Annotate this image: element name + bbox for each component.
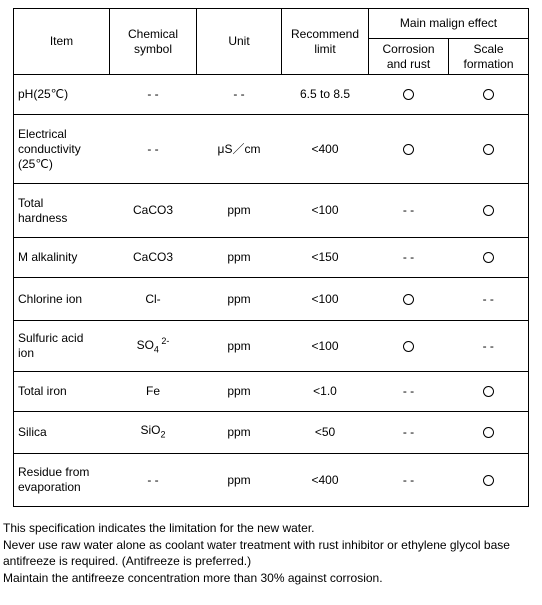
item-cell: pH(25℃) — [14, 75, 110, 115]
table-row — [14, 184, 529, 238]
limit-cell: <100 — [282, 321, 369, 372]
corrosion-cell: - - — [369, 184, 449, 238]
unit-cell: ppm — [197, 321, 282, 372]
limit-cell: <400 — [282, 115, 369, 184]
limit-cell: <400 — [282, 454, 369, 507]
table-row — [14, 75, 529, 115]
circle-icon — [483, 89, 494, 100]
scale-cell — [449, 115, 529, 184]
scale-cell: - - — [449, 321, 529, 372]
symbol-cell: SiO$_2$ — [110, 412, 197, 454]
table-row — [14, 278, 529, 321]
unit-cell: μS／cm — [197, 115, 282, 184]
circle-icon — [483, 252, 494, 263]
scale-cell: - - — [449, 278, 529, 321]
table-row — [14, 238, 529, 278]
corrosion-cell: - - — [369, 454, 449, 507]
circle-icon — [403, 294, 414, 305]
table-row — [14, 115, 529, 184]
scale-cell — [449, 412, 529, 454]
limit-cell: <100 — [282, 184, 369, 238]
limit-cell: <150 — [282, 238, 369, 278]
scale-cell — [449, 372, 529, 412]
unit-cell: ppm — [197, 238, 282, 278]
header-chemical-symbol: Chemical symbol — [110, 9, 197, 75]
circle-icon — [483, 386, 494, 397]
scale-cell — [449, 184, 529, 238]
note-line: This specification indicates the limitation for the new water. — [3, 521, 315, 535]
symbol-cell: CaCO3 — [110, 238, 197, 278]
circle-icon — [483, 205, 494, 216]
symbol-cell: - - — [110, 115, 197, 184]
item-cell: Residue from evaporation — [14, 454, 110, 507]
circle-icon — [483, 144, 494, 155]
symbol-cell: Cl- — [110, 278, 197, 321]
unit-cell: - - — [197, 75, 282, 115]
circle-icon — [403, 89, 414, 100]
unit-cell: ppm — [197, 372, 282, 412]
corrosion-cell: - - — [369, 372, 449, 412]
limit-cell: <1.0 — [282, 372, 369, 412]
limit-cell: <50 — [282, 412, 369, 454]
circle-icon — [403, 341, 414, 352]
table-row — [14, 412, 529, 454]
header-main-malign-effect: Main malign effect — [369, 9, 529, 39]
table-row — [14, 321, 529, 372]
water-quality-table — [13, 8, 529, 507]
header-unit: Unit — [197, 9, 282, 75]
scale-cell — [449, 75, 529, 115]
table-row — [14, 454, 529, 507]
header-item: Item — [14, 9, 110, 75]
item-cell: M alkalinity — [14, 238, 110, 278]
header-recommend-limit: Recommend limit — [282, 9, 369, 75]
symbol-cell: Fe — [110, 372, 197, 412]
item-cell: Total iron — [14, 372, 110, 412]
unit-cell: ppm — [197, 184, 282, 238]
symbol-cell: - - — [110, 75, 197, 115]
corrosion-cell — [369, 75, 449, 115]
corrosion-cell — [369, 115, 449, 184]
unit-cell: ppm — [197, 454, 282, 507]
symbol-cell: $SO_4$ $^{2-}$ — [110, 321, 197, 372]
item-cell: Total hardness — [14, 184, 110, 238]
limit-cell: <100 — [282, 278, 369, 321]
corrosion-cell — [369, 321, 449, 372]
item-cell: Sulfuric acid ion — [14, 321, 110, 372]
table-row — [14, 372, 529, 412]
scale-cell — [449, 454, 529, 507]
note-line: Never use raw water alone as coolant water treatment with rust inhibitor or ethylene glycol base antifreeze is required. (Antifreeze is preferred.) — [3, 537, 510, 568]
unit-cell: ppm — [197, 278, 282, 321]
item-cell: Silica — [14, 412, 110, 454]
limit-cell: 6.5 to 8.5 — [282, 75, 369, 115]
circle-icon — [403, 144, 414, 155]
note-line: Maintain the antifreeze concentration more than 30% against corrosion. — [3, 570, 383, 585]
header-corrosion: Corrosion and rust — [369, 39, 449, 75]
notes — [3, 520, 539, 586]
unit-cell: ppm — [197, 412, 282, 454]
item-cell: Chlorine ion — [14, 278, 110, 321]
symbol-cell: - - — [110, 454, 197, 507]
corrosion-cell: - - — [369, 238, 449, 278]
circle-icon — [483, 427, 494, 438]
corrosion-cell: - - — [369, 412, 449, 454]
corrosion-cell — [369, 278, 449, 321]
scale-cell — [449, 238, 529, 278]
header-scale: Scale formation — [449, 39, 529, 75]
symbol-cell: CaCO3 — [110, 184, 197, 238]
item-cell: Electrical conductivity (25℃) — [14, 115, 110, 184]
circle-icon — [483, 475, 494, 486]
